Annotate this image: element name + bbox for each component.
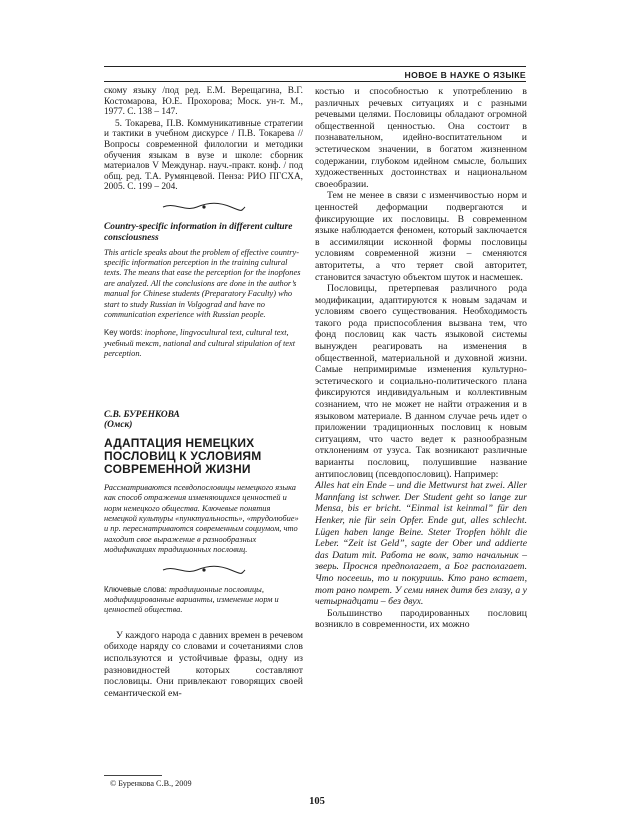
header-rule-top: [104, 66, 526, 67]
page-number: 105: [309, 796, 325, 807]
body-paragraph: Тем не менее в связи с изменчивостью норм и ценностей деформации подвергаются и фиксирующие их пословицы. В современном языке наблюдается феномен, который заключается в ассимиляции исконной формы пословицы условиям современной жизни – сменяются авторитеты, а что теряет свой авторитет, становится зачастую объектом шуток и насмешек.: [315, 190, 527, 283]
copyright-footnote: © Буренкова С.В., 2009: [110, 779, 192, 788]
article-abstract: Рассматриваются псевдопословицы немецкого языка как способ отражения изменяющихся ценностей и норм немецкого общества. Ключевые понятия немецкой культуры «пунктуальность», «трудолюбие» и пр. пересматриваются современным социумом, что находит свое выражение в разнообразных модификациях традиционных пословиц.: [104, 482, 299, 555]
article-city: (Омск): [104, 420, 133, 431]
left-column: [104, 86, 303, 699]
article-keywords: [104, 585, 303, 616]
proverb-examples: Alles hat ein Ende – und die Mettwurst hat zwei. Aller Mannfang ist schwer. Der Student geht so lange zur Mensa, bis er bricht. “Einmal ist keinmal” für den Henker, nie für sein Opfer. Ende gut, alles schlecht. Lügen haben lange Beine. Steter Tropfen höhlt die Leber. “Zeit ist Geld”, sagte der Ober und addierte das Datum mit. Работа не волк, зато начальник – зверь. Проснся предполагает, а Бог располагает. Что посеешь, то и покуришь. Кто рано встает, тот рано помрет. У семи нянек дитя без глазу, а у четырнадцати – без двух.: [315, 480, 527, 608]
body-paragraph: У каждого народа с давних времен в речевом обиходе наряду со словами и сочетаниями слов используются и устойчивые фразы, одну из разновидностей которых составляют пословицы. Они привлекают говорящих своей семантической ем-: [104, 629, 303, 699]
article-title: АДАПТАЦИЯ НЕМЕЦКИХ ПОСЛОВИЦ К УСЛОВИЯМ СОВРЕМЕННОЙ ЖИЗНИ: [104, 435, 262, 476]
running-header: НОВОЕ В НАУКЕ О ЯЗЫКЕ: [404, 70, 526, 80]
article-author: С.В. БУРЕНКОВА: [104, 409, 180, 420]
body-paragraph: Пословицы, претерпевая различного рода модификации, адаптируются к новым задачам и условиям своего существования. Необходимость такого рода приспособления вызвана тем, что фонд пословиц как часть языковой системы вынужден реагировать на изменения в общественной, материальной и духовной жизни. Самые непримиримые изменения культурно-эстетического и социально-политического плана фиксируются индивидуальным и коллективным сознанием, что не может не найти отражения и в языковом материале. В данном случае речь идет о приложении традиционных пословиц к новым ситуациям, что часто ведет к разнообразным отклонениям от узуса. Так возникают различные варианты пословиц, полушившие название антипословиц (псевдопословиц). Например:: [315, 283, 527, 480]
article-keywords-text: традиционные пословицы, модифицированные варианты, изменение норм и ценностей общества.: [104, 584, 279, 615]
header-rule-bottom: [104, 81, 526, 82]
reference-item: скому языку /под ред. Е.М. Верещагина, В.Г. Костомарова, Ю.Е. Прохорова; Моск. ун-т. М., 1977. С. 138 – 147.: [104, 86, 303, 118]
reference-list: [104, 86, 303, 193]
english-keywords: [104, 328, 303, 359]
footnote-rule: [104, 775, 162, 776]
english-keywords-label: Key words:: [104, 328, 143, 338]
english-title: Country-specific information in different culture consciousness: [104, 221, 293, 243]
ornament-divider-icon: [161, 565, 247, 575]
ornament-divider-icon: [161, 202, 247, 212]
article-keywords-label: Ключевые слова:: [104, 584, 167, 594]
reference-item: 5. Токарева, П.В. Коммуникативные стратегии и тактики в учебном дискурсе / П.В. Токарева // Вопросы современной филологии и методики обучения языкам в вузе и школе: сборник материалов V Междунар. науч.-практ. конф. / под общ. ред. Т.А. Румянцевой. Пенза: РИО ПГСХА, 2005. С. 199 – 204.: [104, 118, 303, 193]
english-keywords-text: inophone, lingvocultural text, cultural text, учебный текст, national and cultural stipulation of text perception.: [104, 328, 296, 359]
body-paragraph: Большинство пародированных пословиц возникло в современности, их можно: [315, 607, 527, 631]
body-paragraph: костью и способностью к употреблению в различных речевых ситуациях и с разными речевыми целями. Пословицы обладают огромной общественной ценностью. Она состоит в познавательном, идейно-воспитательном и эстетическом значении, в богатом жизненном содержании, глубоком идейном смысле, больших художественных достоинствах и национальном своеобразии.: [315, 86, 527, 190]
right-column: [315, 86, 527, 631]
body-text-left: [104, 630, 303, 700]
english-abstract: This article speaks about the problem of effective country-specific information perception in the training cultural texts. The means that ease the perception for the inopfones are analyzed. All the conclusions are done in the author’s manual for Chinese students (Preparatory Faculty) who start to study Russian in Volgograd and have no communication experience with Russian people.: [104, 247, 301, 319]
